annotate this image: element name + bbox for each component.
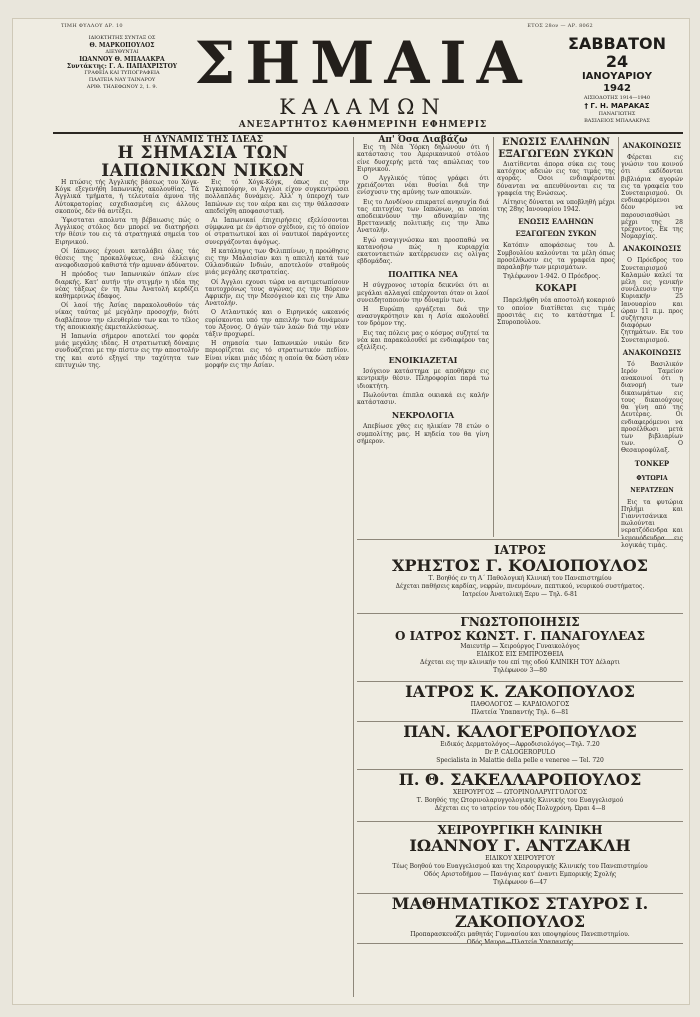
date-day: ΣΑΒΒΑΤΟΝ (568, 34, 666, 53)
ad-line: Μαιευτήρ — Χειρούργος Γυναικολόγος (460, 643, 580, 650)
founder-label: ΑΙΣΙΟΔΟΤΗΣ 1914—1940 (583, 95, 651, 101)
paragraph: Η Ιαπωνία σήμερον αποτελεί τον φορέα μιάς μεγάλης ιδέας. Η στρατιωτική δύναμις συνδυάζεται με την πίστιν εις την αποστολήν της και αυτό εξηγεί την ταχύτητα των επιτυχιών της. (55, 333, 199, 369)
ad-line: Ειδικός Δερματολόγος—Αφροδισιολόγος—Τηλ. 7.20 (440, 741, 600, 748)
ad-line: Τ. Βοηθός της Ωτορινολαρυγγολογικής Κλινικής του Ευαγγελισμού (416, 797, 624, 804)
subheading: ΠΟΛΙΤΙΚΑ ΝΕΑ (388, 269, 458, 280)
subheading: ΕΝΩΣΙΣ ΕΛΛΗΝΩΝ ΕΞΑΓΩΓΕΩΝ ΣΥΚΩΝ (515, 217, 597, 239)
date-month: ΙΑΝΟΥΑΡΙΟΥ (581, 71, 653, 82)
paragraph: Εις το Λονδίνον επικρατεί ανησυχία διά τας επιτυχίας των Ιαπώνων, αι οποίαι αποδεικνύουν την αδυναμίαν της Βρεττανικής πολιτικής εις την Άπω Ανατολήν. (357, 198, 489, 235)
advertisement (357, 615, 683, 683)
lead-article-col2 (205, 179, 349, 994)
owner-name: Θ. ΜΑΡΚΟΠΟΥΛΟΣ (89, 42, 155, 49)
paragraph: Διατίθενται άπορα σύκα εις τους κατόχους αδειών εις τας τιμάς της αγοράς. Όσοι ενδιαφέρονται δύνανται να απευθύνονται εις τα γραφεία της Ενώσεως. (497, 161, 615, 197)
paragraph: Ισόγειον κατάστημα με αποθήκην εις κεντρικήν θέσιν. Πληροφορίαι παρά τω ιδιοκτήτη. (357, 368, 489, 390)
paragraph: Οί λαοί τής Άσίας παρακολουθούν τάς νίκας ταύτας μέ μεγάλην προσοχήν, διότι διαβλέπουν την ελευθερίαν των και το τέλος τής αποικιακής έκμεταλλεύσεως. (55, 302, 199, 331)
lead-kicker: Η ΔΥΝΑΜΙΣ ΤΗΣ ΙΔΕΑΣ (142, 135, 264, 145)
subheading: ΝΕΚΡΟΛΟΓΙΑ (391, 410, 455, 421)
newspaper-page (12, 18, 690, 1005)
office-line: ΓΡΑΦΕΙΑ ΚΑΙ ΤΥΠΟΓΡΑΦΕΙΑ (84, 70, 160, 76)
divider (357, 821, 683, 822)
divider (357, 943, 683, 944)
announcement-text: Τό Βασιλικόν Ιερόν Ταμείον ανακοινοί ότι η διανομή των δικαιωμάτων εις τους δικαιούχους θα γίνη από της Δευτέρας. Οι ενδιαφερόμενοι να προσέλθωσι μετά των βιβλιαρίων των. Ο Θεσαυροφύλαξ. (621, 360, 683, 455)
director-name: ΙΩΑΝΝΟΥ Θ. ΜΠΑΛΑΚΡΑ (79, 56, 165, 63)
advertisement (357, 895, 683, 945)
paragraph: Εις τη Νέα Ύόρκη δηλώνουν ότι ή κατάστασις του Αμερικανικού στόλου είνε δυσχερής μετά τας απώλειας του Ειρηνικού. (357, 144, 489, 173)
advertisement (357, 543, 683, 615)
paragraph: Η σύγχρονος ιστορία δεικνύει ότι αι μεγάλαι αλλαγαί επέρχονται όταν οι λαοί συνειδητοποιούν την δύναμίν των. (357, 282, 489, 304)
ad-name: Π. Θ. ΣΑΚΕΛΛΑΡΟΠΟΥΛΟΣ (398, 770, 642, 789)
advertisement (357, 723, 683, 771)
price-line: ΤΙΜΗ ΦΥΛΛΟΥ ΔΡ. 10 (61, 23, 123, 29)
paragraph: Εις τας πόλεις μας ο κόσμος συζητεί τα νέα και παρακολουθεί με ενδιαφέρον τας εξελίξεις. (357, 329, 489, 352)
announcement-text: Ο Πρόεδρος του Συνεταιρισμού Καλαμών καλεί τα μέλη εις γενικήν συνέλευσιν την Κυριακήν 25 Ιανουαρίου και ώραν 11 π.μ. προς συζήτησιν διαφόρων ζητημάτων. Εκ του Συνεταιρισμού. (621, 257, 683, 344)
paragraph: Η πρόοδος των Ιαπωνικών όπλων είνε διαρκής. Κατ' αυτήν τήν στιγμήν η ιδέα της νέας τάξεως έν τη Άπω Άνατολή κερδίζει καθημερινώς έδαφος. (55, 271, 199, 301)
announcement-title: ΑΝΑΚΟΙΝΩΣΙΣ (622, 244, 682, 254)
paragraph: Ύφισταται απολυτα τη βέβαιωσις πώς ο Άγγλικος στόλος δεν μπορεί να διατηρήσει τήν θέσιν του εις τά στρατηγικά σημεία του Ειρηνικού. (55, 217, 199, 246)
ad-line: ΠΑΘΟΛΟΓΟΣ — ΚΑΡΔΙΟΛΟΓΟΣ (470, 701, 570, 708)
announcement-signature: ΤΟΝΚΕΡ (634, 458, 670, 468)
announcement-text: Εις τα φυτώρια Πηλήμι και Γιαννιτσάνικα πωλούνται νερατζόδενδρα και λογικάς τιμάς. (621, 498, 683, 549)
ad-line: Δέχεται εις την κλινικήν του επί της οδού ΚΛΙΝΙΚΗ ΤΟΥ Δέλαρτι (420, 659, 620, 666)
ad-line: Specialista in Malattie della pelle e venereе — Tel. 720 (436, 757, 604, 764)
phone-line: ΑΡΙΘ. ΤΗΛΕΦΩΝΟΥ 2, 1. 9. (86, 84, 158, 90)
ad-line: Δέχεται εις το ιατρείον του οδός Πολυχρόνη. Ώραι 4—8 (434, 805, 606, 812)
owner-label: ΙΔΙΟΚΤΗΤΗΣ ΣΥΝΤΑΞ ΟΣ (88, 35, 156, 41)
ad-line: Οδός Αριστοδήμου — Πανάγιας κατ' έναντι Εμπορικής Σχολής (423, 871, 617, 878)
advertisement (357, 771, 683, 823)
divider (357, 613, 683, 614)
ad-kicker: ΧΕΙΡΟΥΡΓΙΚΗ ΚΛΙΝΙΚΗ (437, 823, 603, 837)
ad-line: ΧΕΙΡΟΥΡΓΟΣ — ΩΤΟΡΙΝΟΛΑΡΥΓΓΟΛΟΓΟΣ (452, 789, 588, 796)
announcement-text: Φέρεται εις γνώσιν του κοινού ότι εκδίδονται βιβλιάρια αγορών εις τα γραφεία του Συνεταιρισμού. Οι ενδιαφερόμενοι δέον να παρουσιασθώσι μέχρι της 28 τρέχοντος. Εκ της Νομαρχίας. (621, 154, 683, 241)
masthead-rule (53, 132, 683, 134)
founder-name: † Γ. Η. ΜΑΡΑΚΑΣ (584, 102, 650, 110)
newspaper-tagline: ΑΝΕΞΑΡΤΗΤΟΣ ΚΑΘΗΜΕΡΙΝΗ ΕΦΗΜΕΡΙΣ (238, 120, 488, 130)
issue-line: ΕΤΟΣ 28ον — ΑΡ. 8062 (527, 23, 593, 29)
divider (618, 137, 619, 537)
paragraph: Η κατάληψις των Φιλιππίνων, η προώθησις εις την Μαλαισίαν και η απειλή κατά των Ολλανδικών Ινδιών, αποτελούν σταθμούς μιάς μεγάλης εκστρατείας. (205, 247, 349, 277)
ad-line: Τέως Βοηθού του Ευαγγελισμού και της Χειρουργικής Κλινικής του Πανεπιστημίου (392, 863, 648, 870)
paragraph: Ο Αγγλικός τύπος γράφει ότι χρειάζονται νέαι θυσίαι διά την ενίσχυσιν της αμύνης των αποικιών. (357, 175, 489, 197)
ad-line: Τ. Βοηθός εν τη Α΄ Παθολογική Κλινική του Πανεπιστημίου (428, 575, 612, 582)
director-label: ΔΙΕΥΘΥΝΤΑΙ (105, 49, 139, 55)
subheading: ΚΟΚΑΡΙ (535, 284, 577, 295)
fig-union-headline: ΕΝΩΣΙΣ ΕΛΛΗΝΩΝ ΕΞΑΓΩΓΕΩΝ ΣΥΚΩΝ (498, 137, 614, 160)
paragraph: Αι Ιαπωνικαί έπιχειρήσεις εξελίσσονται σύμφωνα με έν άρτιον σχέδιον, εις τό όποίον οί στρατιωτικοί και οί ναυτικοί παράγοντες συνεργάζονται άψόγως. (205, 217, 349, 246)
ad-line: Τηλέφωνον 3—80 (493, 667, 547, 674)
ad-kicker: ΙΑΤΡΟΣ (494, 543, 546, 557)
ad-name: Ο ΙΑΤΡΟΣ ΚΩΝΣΤ. Γ. ΠΑΝΑΓΟΥΛΕΑΣ (394, 629, 646, 643)
announcements-column (621, 137, 683, 549)
paragraph: Εις τό Χόγκ-Κόγκ, όπως εις την Σιγκαπούρην, οι Άγγλοι είχον συγκεντρώσει πολλαπλάς δυνάμεις. Άλλ' η ύπεροχή των Ιαπώνων εις τον αέρα και εις την θάλασσαν απεδείχθη αποφασιστική. (205, 179, 349, 215)
ad-name: ΙΑΤΡΟΣ Κ. ΖΑΚΟΠΟΥΛΟΣ (405, 682, 635, 701)
announcement-title: ΦΥΤΩΡΙΑ ΝΕΡΑΤΖΕΩΝ (630, 474, 674, 494)
date-year: 1942 (603, 83, 631, 94)
lead-headline: Η ΣΗΜΑΣΙΑ ΤΩΝ ΙΑΠΩΝΙΚΩΝ ΝΙΚΩΝ (101, 143, 305, 182)
paragraph: Η Ευρώπη εργάζεται διά την ανασυγκρότησιν και η Ασία ακολουθεί τον δρόμον της. (357, 306, 489, 328)
fig-union-article (497, 137, 615, 537)
publisher-name: ΒΑΣΙΛΕΙΟΣ ΜΠΑΛΑΚΡΑΣ (584, 118, 650, 124)
paragraph: Η πτώσις τής Άγγλικής βάσεως του Χόγκ-Κόγκ εξεγενήθη Ιαπωνικής ακολουθίας. Τά Άγγλικά τμήματα, ή τελευταία άμυνα τής Αύτοκρατορίας εσχεδιασμένη εις άλλους σκοπούς, δέν θά αντέξει. (55, 179, 199, 215)
paragraph: Τηλέφωνον 1-942. Ο Πρόεδρος. (503, 273, 601, 281)
ad-line: ΕΙΔΙΚΟΥ ΧΕΙΡΟΥΡΓΟΥ (485, 855, 555, 862)
masthead-left-box (57, 35, 187, 91)
paragraph: Κατόπιν αποφάσεως του Δ. Συμβουλίου καλούνται τα μέλη όπως προσέλθωσιν εις τα γραφεία προς παραλαβήν των μερισμάτων. (497, 242, 615, 272)
date-number: 24 (605, 52, 629, 71)
ad-name: ΠΑΝ. ΚΑΛΟΓΕΡΟΠΟΥΛΟΣ (403, 722, 637, 741)
ads-area (357, 543, 683, 998)
advertisement (357, 683, 683, 723)
ad-name: ΙΩΑΝΝΟΥ Γ. ΑΝΤΖΑΚΛΗ (409, 836, 631, 855)
paragraph: Αίτησις δύναται να υποβληθή μέχρι της 28ης Ιανουαρίου 1942. (497, 199, 615, 214)
paragraph: Απεβίωσε χθες εις ηλικίαν 78 ετών ο συμπολίτης μας. Η κηδεία του θα γίνη σήμερον. (357, 423, 489, 445)
ad-kicker: ΓΝΩΣΤΟΠΟΙΗΣΙΣ (460, 615, 580, 629)
paragraph: Η σημασία των Ιαπωνικών νικών δεν περιορίζεται εις τό στρατιωτικόν πεδίον. Είναι νίκαι μιάς ιδέας η οποία θα δώση νέαν μορφήν εις την Ασίαν. (205, 340, 349, 369)
paragraph: Ο Ατλαντικός και ο Ειρηνικός ωκεανός ευρίσκονται υπό την απειλήν των δυνάμεων του Άξονος. Ο άγών τών λαών διά την νέαν τάξιν προχωρεί. (205, 309, 349, 339)
announcement-title: ΑΝΑΚΟΙΝΩΣΙΣ (622, 141, 682, 150)
ad-line: Πλατεία Ύπαπαντής Τηλ. 6—81 (471, 709, 569, 716)
divider (353, 137, 354, 997)
newspaper-title: ΣΗΜΑΙΑ (194, 29, 532, 97)
divider (493, 137, 494, 537)
ad-line: Dr P. CALOGEROPULO (484, 749, 556, 756)
editor-line: Συντάκτης: Γ. Α. ΠΑΠΑΧΡΙΣΤΟΥ (66, 63, 178, 70)
paragraph: Παρελήφθη νέα αποστολή κοκαριού το οποίον διατίθεται εις τιμάς προσιτάς εις το κατάστημα Ι. Σπυροπούλου. (497, 297, 615, 327)
ad-line: Ιατρείον Άνατολική Ξερυ — Τηλ. 6-81 (462, 591, 578, 598)
column-kicker: Απ' Όσα Διαβάζω (378, 135, 468, 145)
newspaper-subtitle: ΚΑΛΑΜΩΝ (279, 95, 447, 119)
subheading: ΕΝΟΙΚΙΑΖΕΤΑΙ (388, 355, 458, 366)
address-line: ΠΛΑΤΕΙΑ ΝΑΥ ΤΑΙΝΑΡΟΥ (88, 77, 156, 83)
lead-article-col1 (55, 179, 199, 994)
masthead-date-box (553, 35, 681, 125)
paragraph: Πωλούνται έπιπλα οικιακά εις καλήν κατάστασιν. (357, 391, 489, 407)
divider (357, 539, 683, 540)
paragraph: Οί Ιάπωνες έχουσι καταλάβει όλας τάς θέσεις της προκαλύψεως, ενώ έλλειψις ανεφοδιασμού καθιστά τήν αμυναν άδύνατον. (55, 247, 199, 270)
paragraph: Εγώ αναγιγνώσκω και προσπαθώ να κατανοήσω πώς η κυριαρχία εκατονταετιών κατέρρευσεν εις ολίγας εβδομάδας. (357, 236, 489, 266)
advertisement (357, 823, 683, 895)
ad-name: ΜΑΘΗΜΑΤΙΚΟΣ ΣΤΑΥΡΟΣ Ι. ΖΑΚΟΠΟΥΛΟΣ (391, 894, 649, 931)
ad-line: Δέχεται παθήσεις καρδίας, νεφρών, πνευμόνων, πεπτικού, νευρικού συστήματος. (395, 583, 645, 590)
ad-line: Τηλέφωνον 6—47 (493, 879, 547, 886)
announcement-title: ΑΝΑΚΟΙΝΩΣΙΣ (622, 347, 682, 357)
ad-name: ΧΡΗΣΤΟΣ Γ. ΚΟΛΙΟΠΟΥΛΟΣ (392, 556, 648, 575)
paragraph: Οί Άγγλοι εχουσι τώρα να αντιμετωπίσουν ταυτοχρόνως τους αγώνας εις την Βόρειον Αφρικήν, εις την Μεσόγειον και εις την Απω Ανατολήν. (205, 278, 349, 308)
ad-line: ΕΙΔΙΚΟΣ ΕΙΣ ΕΜΠΡΟΣΘΕΙΑ (476, 651, 564, 658)
ad-line: Προπαρασκευάζει μαθητάς Γυμνασίου και υποψηφίους Πανεπιστημίου. (410, 931, 630, 938)
lead-article-header (55, 137, 351, 180)
publisher-label: ΠΑΝΑΓΙΩΤΗΣ (598, 111, 636, 117)
